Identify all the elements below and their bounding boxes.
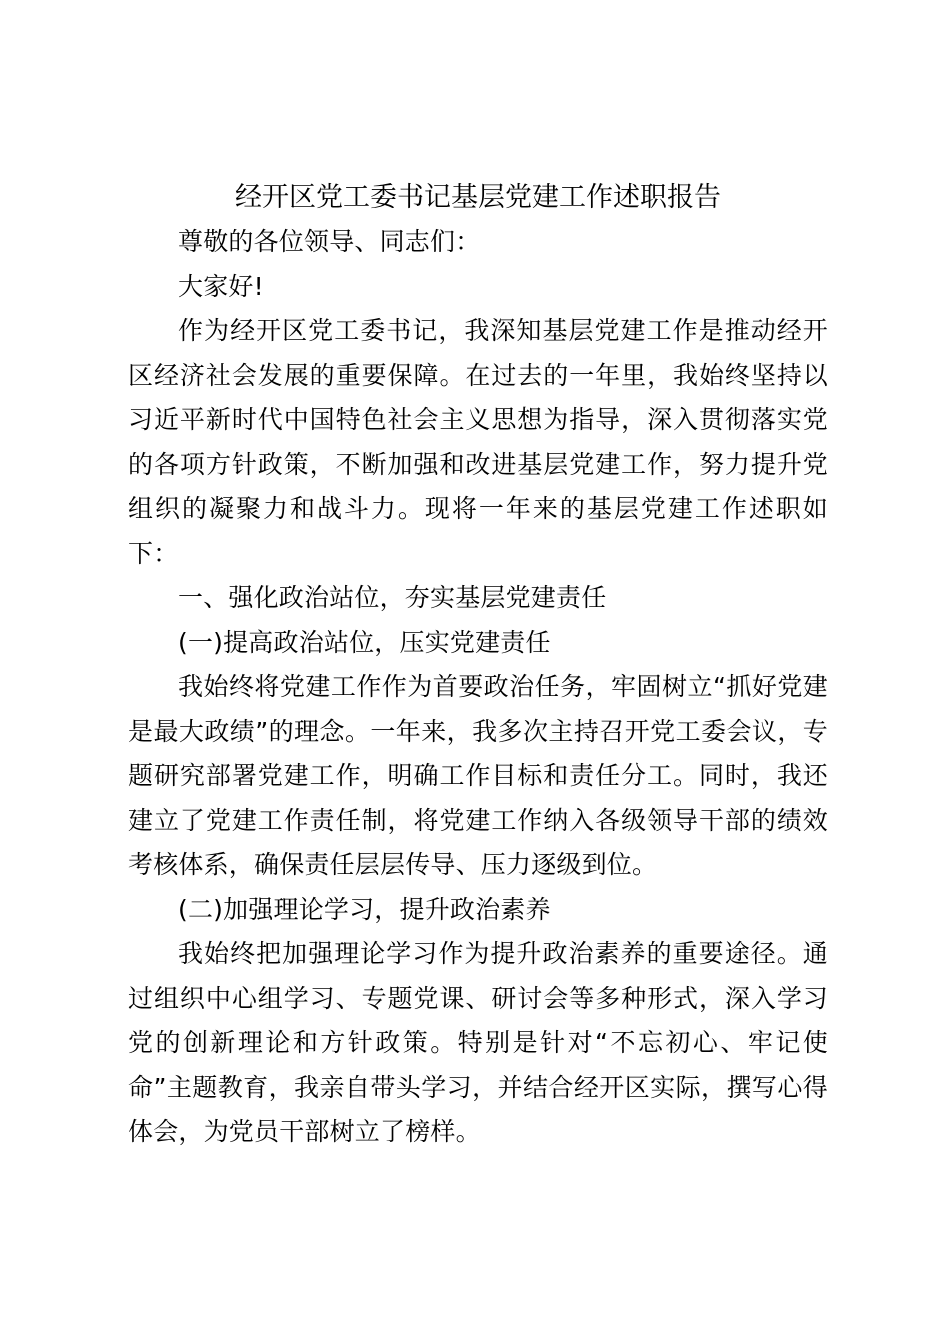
section-1-heading: 一、强化政治站位，夯实基层党建责任: [178, 583, 607, 612]
greeting: 大家好!: [178, 271, 264, 301]
subsection-1-paragraph: 我始终将党建工作作为首要政治任务，牢固树立“抓好党建是最大政绩”的理念。一年来，我多次主持召开党工委会议，专题研究部署党建工作，明确工作目标和责任分工。同时，我还建立了党建工作责任制，将党建工作纳入各级领导干部的绩效考核体系，确保责任层层传导、压力逐级到位。: [128, 672, 828, 879]
document-body: [128, 176, 828, 1155]
subsection-2-heading: (二)加强理论学习，提升政治素养: [178, 894, 551, 924]
subsection-2-paragraph: 我始终把加强理论学习作为提升政治素养的重要途径。通过组织中心组学习、专题党课、研讨会等多种形式，深入学习党的创新理论和方针政策。特别是针对“不忘初心、牢记使命”主题教育，我亲自带头学习，并结合经开区实际，撰写心得体会，为党员干部树立了榜样。: [128, 939, 828, 1146]
document-title: 经开区党工委书记基层党建工作述职报告: [235, 182, 721, 213]
intro-paragraph: 作为经开区党工委书记，我深知基层党建工作是推动经开区经济社会发展的重要保障。在过去的一年里，我始终坚持以习近平新时代中国特色社会主义思想为指导，深入贯彻落实党的各项方针政策，不断加强和改进基层党建工作，努力提升党组织的凝聚力和战斗力。现将一年来的基层党建工作述职如下：: [128, 316, 828, 568]
salutation: 尊敬的各位领导、同志们：: [178, 227, 481, 256]
subsection-1-heading: (一)提高政治站位，压实党建责任: [178, 627, 551, 657]
